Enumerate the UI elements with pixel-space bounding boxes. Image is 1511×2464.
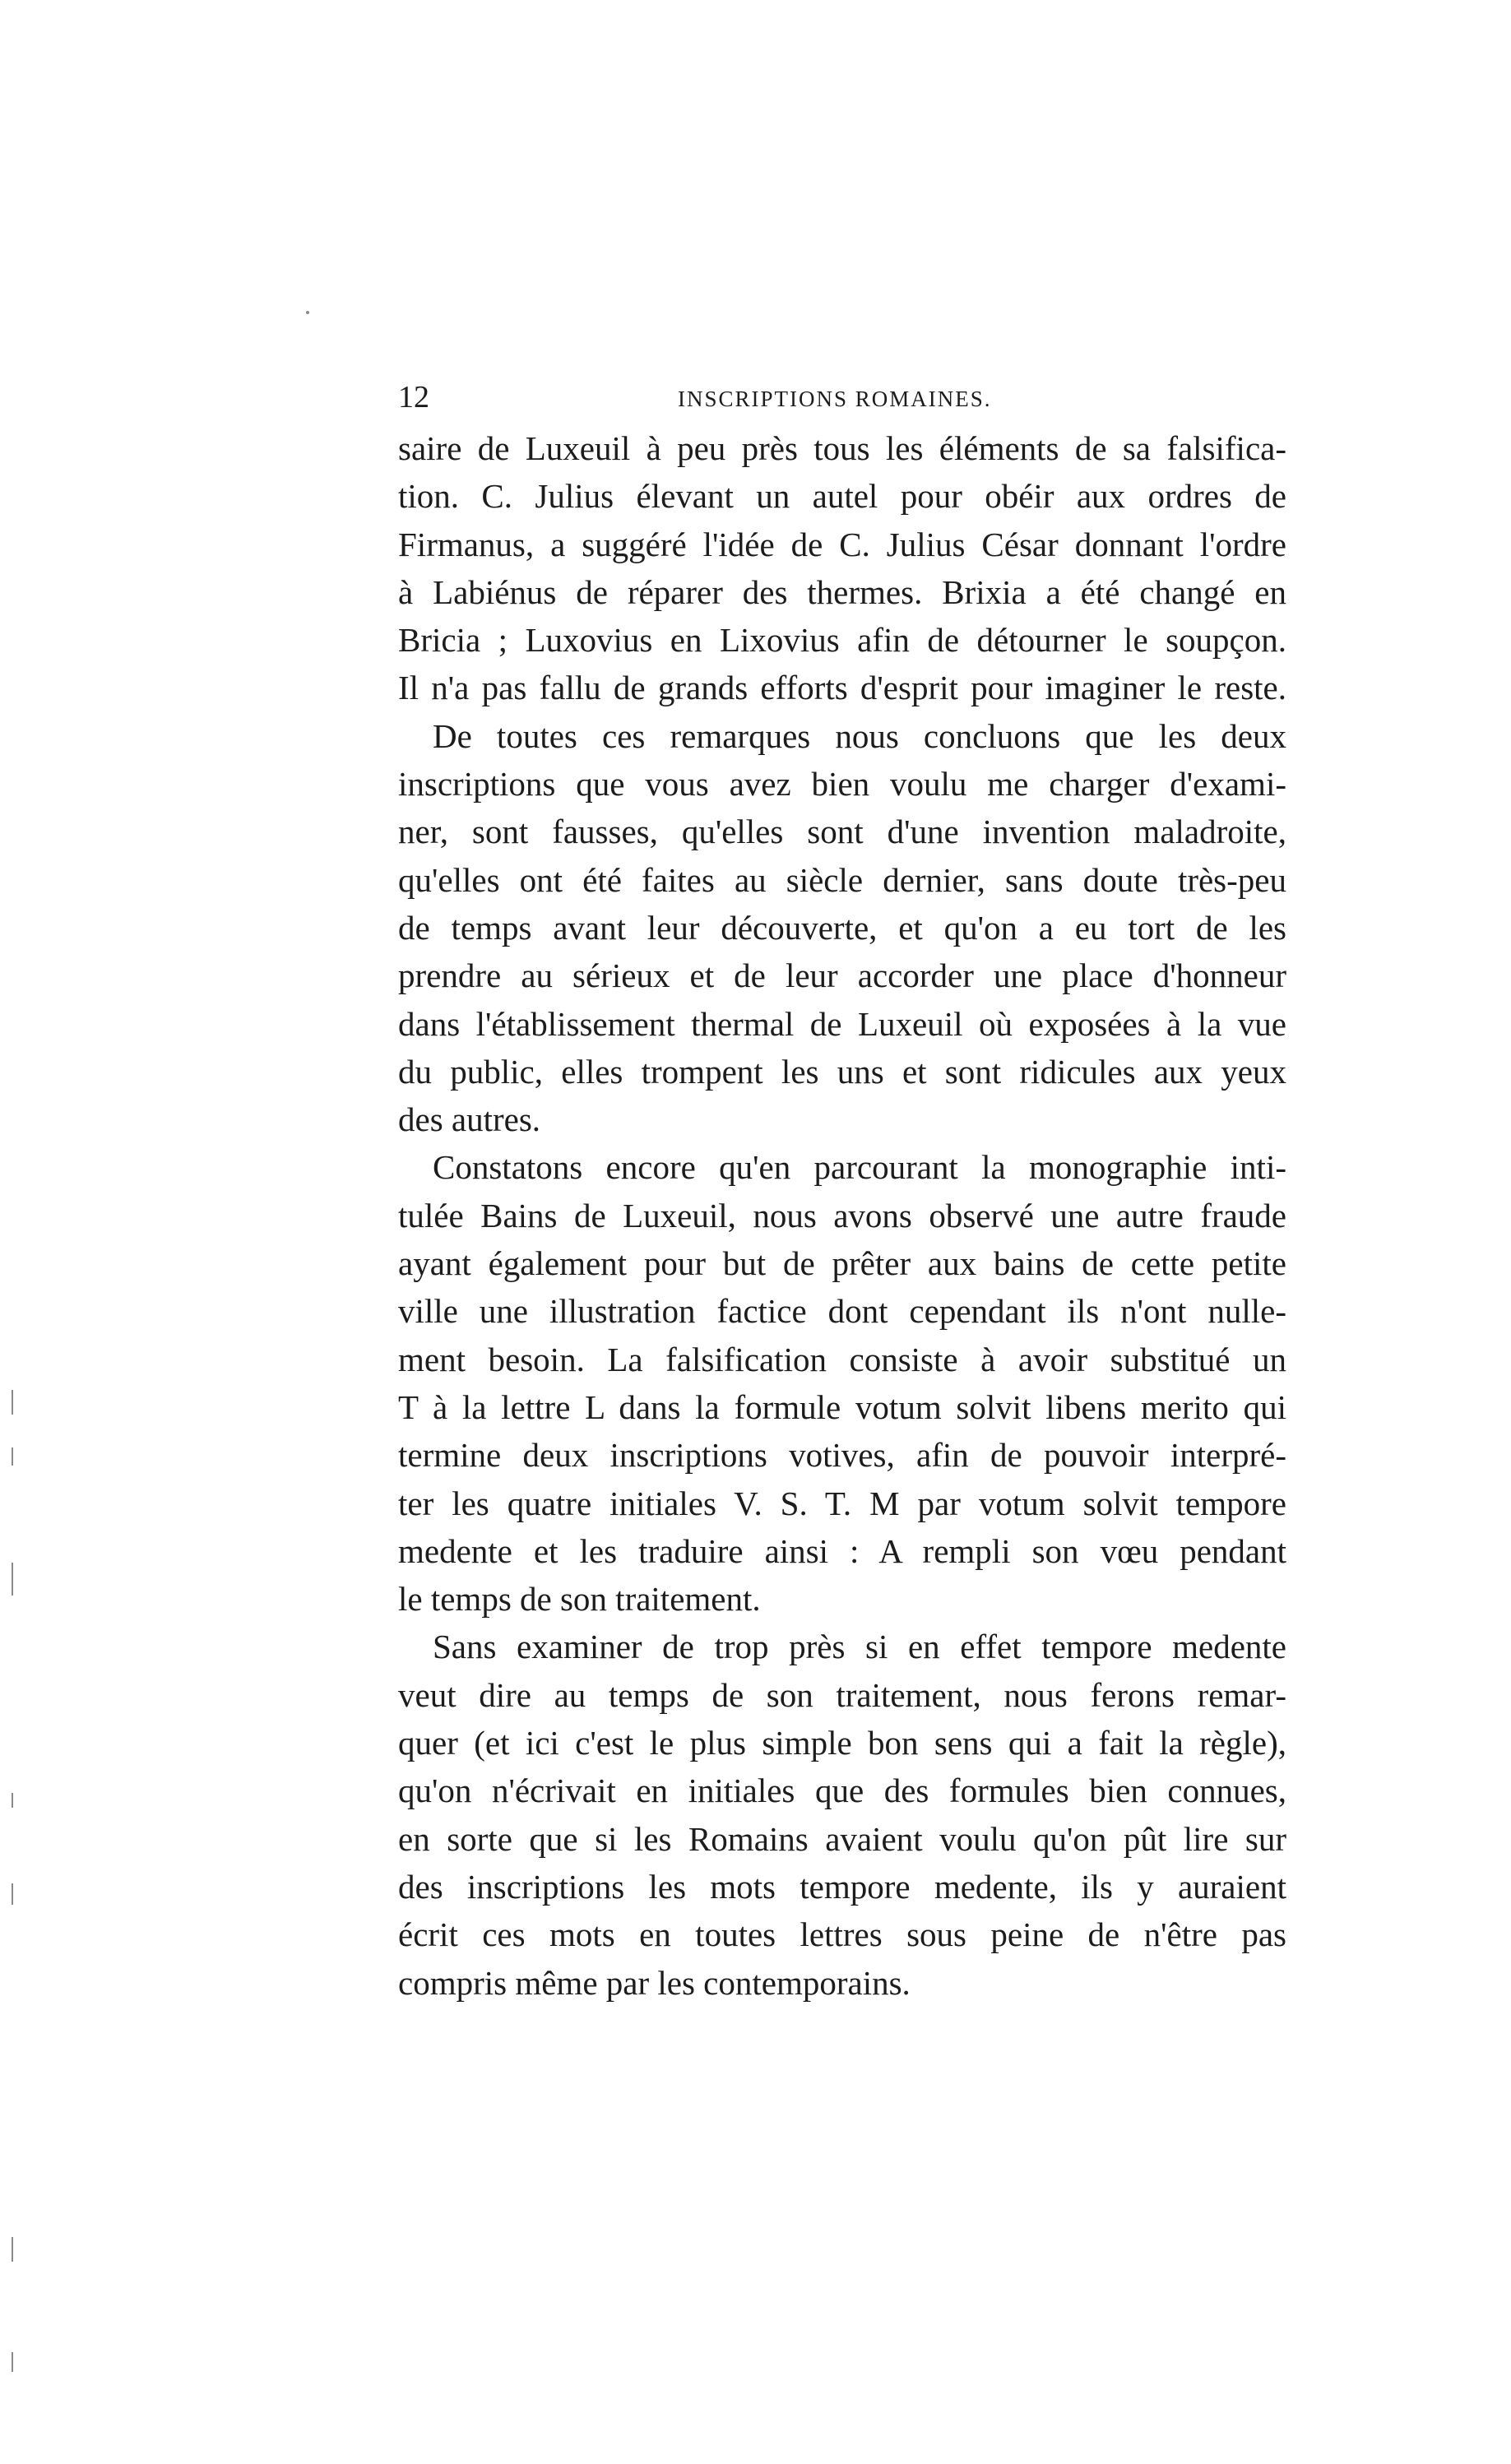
- text-line: ville une illustration factice dont cependant ils n'ont nulle-: [398, 1292, 1286, 1331]
- text-line: écrit ces mots en toutes lettres sous peine de n'être pas: [398, 1915, 1286, 1954]
- text-line: de temps avant leur découverte, et qu'on a eu tort de les: [398, 908, 1286, 947]
- text-line: qu'elles ont été faites au siècle dernier, sans doute très-peu: [398, 860, 1286, 899]
- scan-mark: [12, 1793, 13, 1808]
- scan-mark: [12, 1883, 13, 1905]
- text-line: le temps de son traitement.: [398, 1580, 761, 1619]
- text-line: en sorte que si les Romains avaient voulu qu'on pût lire sur: [398, 1819, 1286, 1858]
- text-line: tion. C. Julius élevant un autel pour obéir aux ordres de: [398, 477, 1286, 516]
- text-line: De toutes ces remarques nous concluons que les deux: [433, 716, 1286, 755]
- text-line: ner, sont fausses, qu'elles sont d'une invention maladroite,: [398, 813, 1286, 851]
- text-line: des inscriptions les mots tempore medente, ils y auraient: [398, 1867, 1286, 1906]
- text-line: T à la lettre L dans la formule votum solvit libens merito qui: [398, 1387, 1286, 1426]
- text-line: inscriptions que vous avez bien voulu me charger d'exami-: [398, 765, 1286, 804]
- text-line: Constatons encore qu'en parcourant la monographie inti-: [433, 1148, 1286, 1187]
- text-line: tulée Bains de Luxeuil, nous avons observé une autre fraude: [398, 1196, 1286, 1234]
- text-line: Firmanus, a suggéré l'idée de C. Julius César donnant l'ordre: [398, 525, 1286, 563]
- scan-mark: [12, 1447, 13, 1466]
- text-line: compris même par les contemporains.: [398, 1963, 911, 2002]
- scan-mark: [12, 1563, 13, 1596]
- page-number: 12: [398, 380, 429, 415]
- scan-mark: [12, 2352, 13, 2372]
- text-line: veut dire au temps de son traitement, nous ferons remar-: [398, 1675, 1286, 1714]
- text-line: Sans examiner de trop près si en effet tempore medente: [433, 1628, 1286, 1666]
- text-line: quer (et ici c'est le plus simple bon sens qui a fait la règle),: [398, 1724, 1286, 1762]
- text-line: ter les quatre initiales V. S. T. M par votum solvit tempore: [398, 1484, 1286, 1522]
- text-line: Bricia ; Luxovius en Lixovius afin de détourner le soupçon.: [398, 621, 1286, 660]
- body-text: [398, 424, 1286, 2007]
- text-line: des autres.: [398, 1100, 541, 1139]
- text-line: à Labiénus de réparer des thermes. Brixia a été changé en: [398, 572, 1286, 611]
- text-line: termine deux inscriptions votives, afin de pouvoir interpré-: [398, 1436, 1286, 1475]
- text-line: ayant également pour but de prêter aux bains de cette petite: [398, 1244, 1286, 1283]
- text-line: prendre au sérieux et de leur accorder une place d'honneur: [398, 956, 1286, 995]
- text-line: Il n'a pas fallu de grands efforts d'esprit pour imaginer le reste.: [398, 669, 1286, 707]
- page-header: [398, 377, 1286, 418]
- text-line: du public, elles trompent les uns et sont ridicules aux yeux: [398, 1052, 1286, 1091]
- running-title: INSCRIPTIONS ROMAINES.: [678, 387, 992, 411]
- text-line: saire de Luxeuil à peu près tous les éléments de sa falsifica-: [398, 429, 1286, 467]
- text-line: dans l'établissement thermal de Luxeuil où exposées à la vue: [398, 1004, 1286, 1043]
- scan-mark: [12, 1390, 13, 1415]
- scan-mark: [12, 2237, 13, 2262]
- text-line: qu'on n'écrivait en initiales que des formules bien connues,: [398, 1772, 1286, 1810]
- text-line: ment besoin. La falsification consiste à avoir substitué un: [398, 1340, 1286, 1378]
- text-line: medente et les traduire ainsi : A rempli son vœu pendant: [398, 1531, 1286, 1570]
- scan-mark: [306, 311, 309, 314]
